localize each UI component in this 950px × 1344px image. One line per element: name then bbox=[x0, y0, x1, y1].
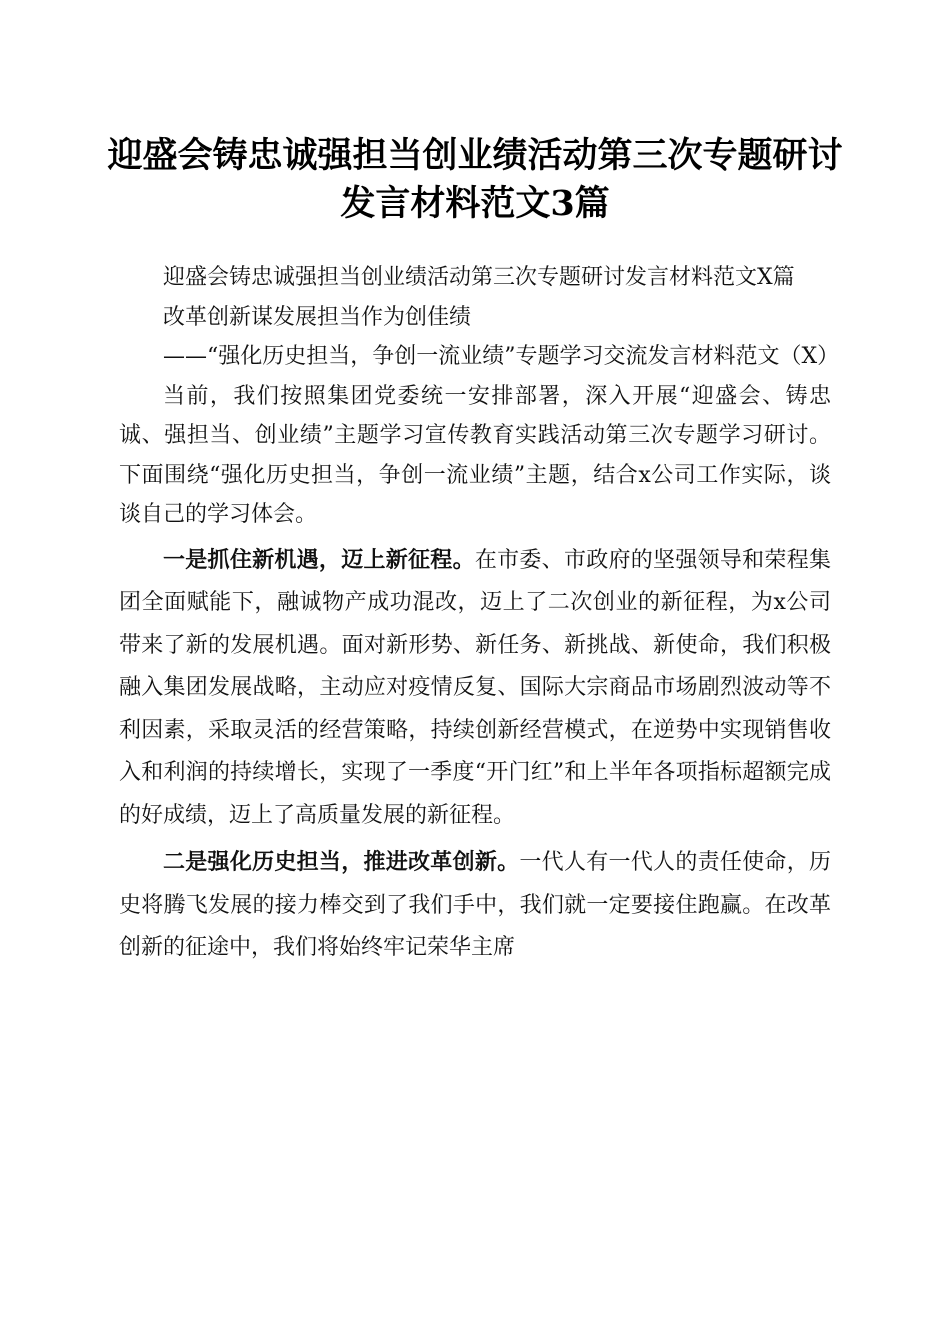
paragraph-point-one bbox=[119, 539, 831, 838]
paragraph-text: 改革创新谋发展担当作为创佳绩 bbox=[163, 304, 472, 330]
paragraph-text: 一代人有一代人的责任使命，历史将腾飞发展的接力棒交到了我们手中，我们就一定要接住跑赢。在改革创新的征途中，我们将始终牢记荣华主席 bbox=[119, 850, 831, 960]
paragraph-subheading bbox=[119, 337, 840, 377]
paragraph-subtitle bbox=[119, 258, 831, 298]
paragraph-text: 当前，我们按照集团党委统一安排部署，深入开展“迎盛会、铸忠诚、强担当、创业绩”主题学习宣传教育实践活动第三次专题学习研讨。下面围绕“强化历史担当，争创一流业绩”主题，结合x公司工作实际，谈谈自己的学习体会。 bbox=[119, 383, 831, 527]
paragraph-point-two bbox=[119, 841, 831, 970]
paragraph-intro bbox=[119, 377, 831, 535]
document-body bbox=[119, 258, 840, 970]
paragraph-lead: 一是抓住新机遇，迈上新征程。 bbox=[163, 546, 475, 573]
paragraph-text: ——“强化历史担当，争创一流业绩”专题学习交流发言材料范文（X） bbox=[163, 344, 840, 369]
paragraph-lead: 二是强化历史担当，推进改革创新。 bbox=[163, 849, 520, 875]
paragraph-text: 迎盛会铸忠诚强担当创业绩活动第三次专题研讨发言材料范文X篇 bbox=[163, 265, 795, 290]
paragraph-heading bbox=[119, 298, 831, 338]
paragraph-text: 在市委、市政府的坚强领导和荣程集团全面赋能下，融诚物产成功混改，迈上了二次创业的新征程，为x公司带来了新的发展机遇。面对新形势、新任务、新挑战、新使命，我们积极融入集团发展战略，主动应对疫情反复、国际大宗商品市场剧烈波动等不利因素，采取灵活的经营策略，持续创新经营模式，在逆势中实现销售收入和利润的持续增长，实现了一季度“开门红”和上半年各项指标超额完成的好成绩，迈上了高质量发展的新征程。 bbox=[119, 547, 831, 828]
document-title: 迎盛会铸忠诚强担当创业绩活动第三次专题研讨发言材料范文3篇 bbox=[107, 135, 843, 224]
